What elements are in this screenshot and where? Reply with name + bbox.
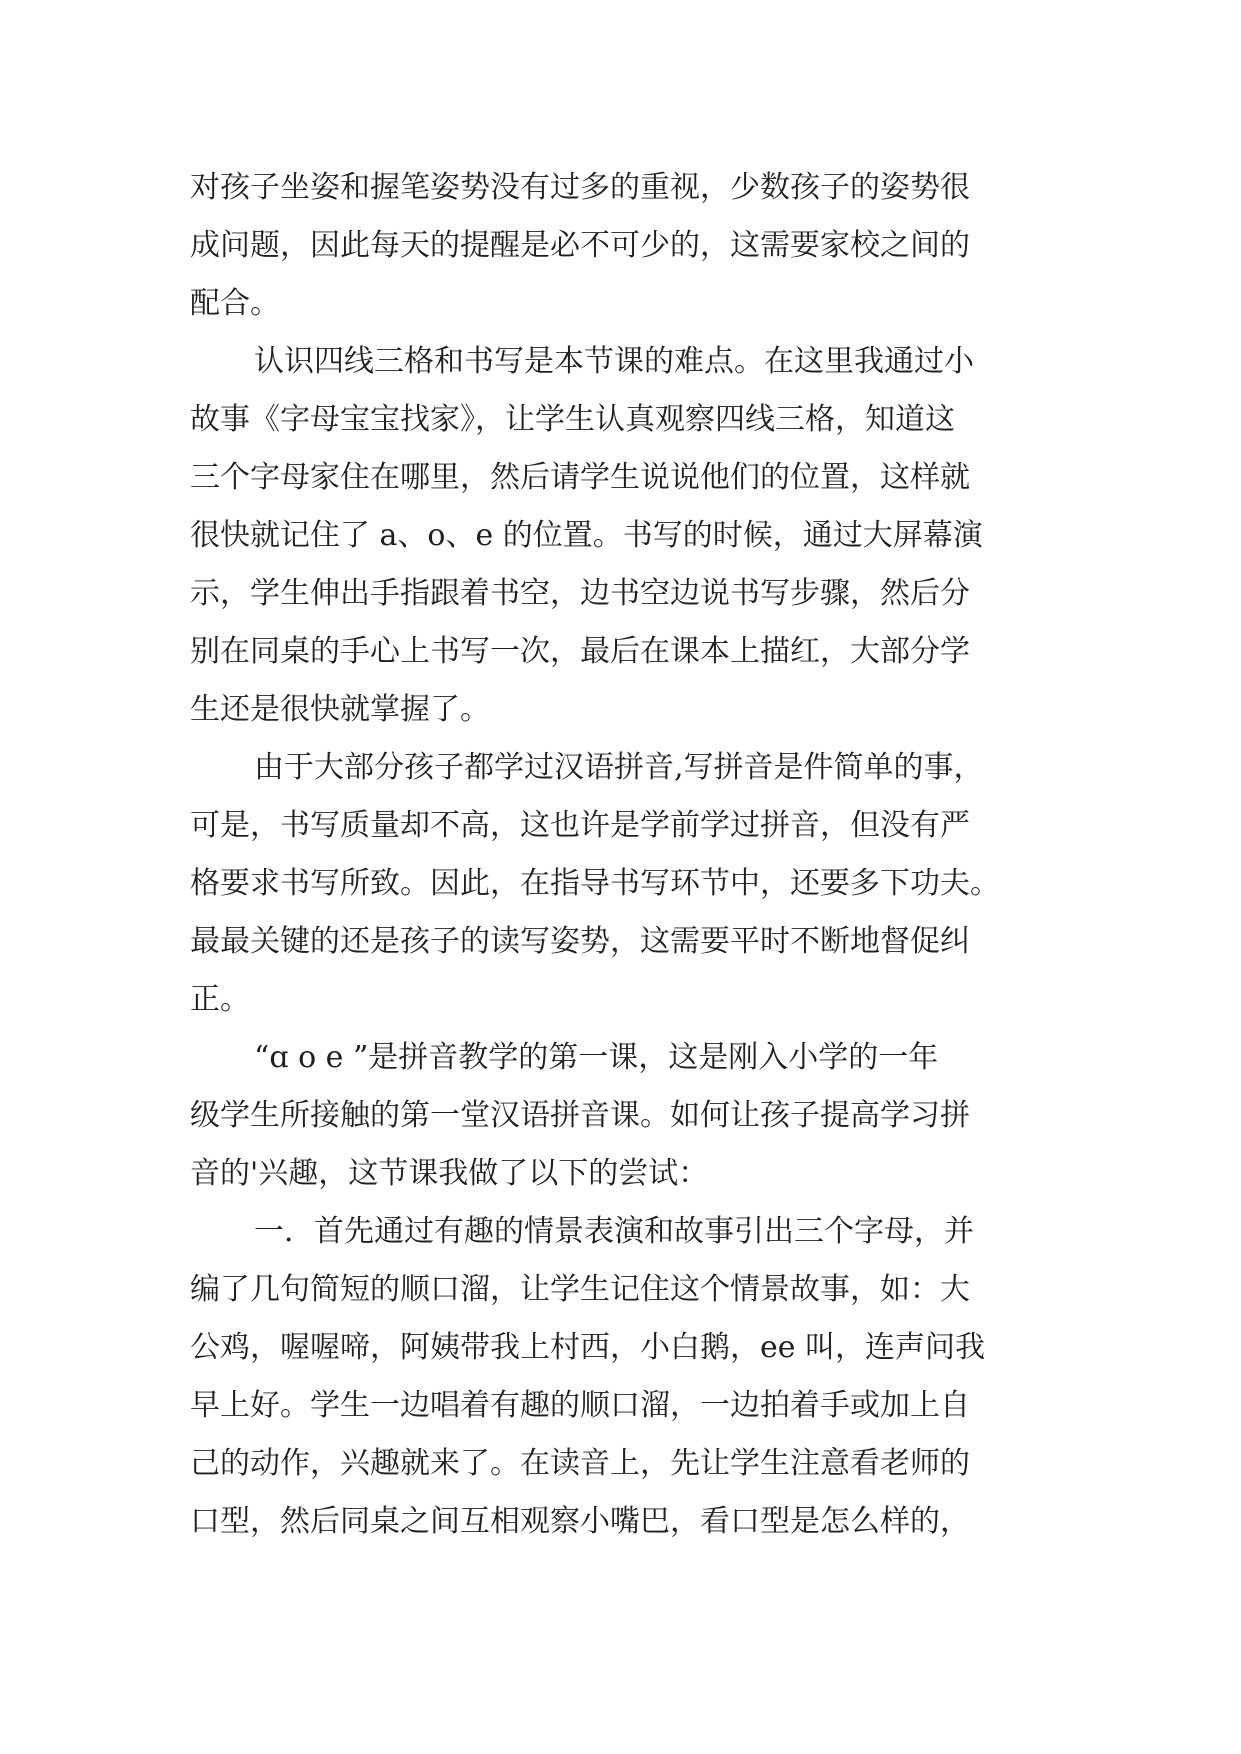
- text-line: 对孩子坐姿和握笔姿势没有过多的重视，少数孩子的姿势很: [190, 170, 970, 205]
- text-line: 公鸡，喔喔啼，阿姨带我上村西，小白鹅，ee 叫，连声问我: [190, 1330, 986, 1365]
- text-line: 三个字母家住在哪里，然后请学生说说他们的位置，这样就: [190, 460, 970, 495]
- text-line: 最最关键的还是孩子的读写姿势，这需要平时不断地督促纠: [190, 924, 970, 959]
- text-line: 音的'兴趣，这节课我做了以下的尝试：: [190, 1156, 709, 1191]
- text-line: 故事《字母宝宝找家》，让学生认真观察四线三格，知道这: [190, 402, 955, 437]
- text-line: 可是，书写质量却不高，这也许是学前学过拼音，但没有严: [190, 808, 970, 843]
- text-line: 示，学生伸出手指跟着书空，边书空边说书写步骤，然后分: [190, 576, 970, 611]
- text-line: 配合。: [190, 286, 280, 321]
- text-line: 生还是很快就掌握了。: [190, 692, 490, 727]
- text-line: 别在同桌的手心上书写一次，最后在课本上描红，大部分学: [190, 634, 970, 669]
- text-line: 早上好。学生一边唱着有趣的顺口溜，一边拍着手或加上自: [190, 1388, 970, 1423]
- paragraph-first-line: 由于大部分孩子都学过汉语拼音,写拼音是件简单的事，: [254, 750, 984, 785]
- paragraph-first-line: 一．首先通过有趣的情景表演和故事引出三个字母，并: [254, 1214, 974, 1249]
- text-line: 口型，然后同桌之间互相观察小嘴巴，看口型是怎么样的，: [190, 1504, 970, 1539]
- text-line: 己的动作，兴趣就来了。在读音上，先让学生注意看老师的: [190, 1446, 970, 1481]
- text-line: 级学生所接触的第一堂汉语拼音课。如何让孩子提高学习拼: [190, 1098, 970, 1133]
- paragraph-first-line: “ɑ o e ”是拼音教学的第一课，这是刚入小学的一年: [254, 1040, 939, 1075]
- paragraph-first-line: 认识四线三格和书写是本节课的难点。在这里我通过小: [254, 344, 974, 379]
- text-line: 编了几句简短的顺口溜，让学生记住这个情景故事，如：大: [190, 1272, 970, 1307]
- text-line: 很快就记住了 a、o、e 的位置。书写的时候，通过大屏幕演: [190, 518, 983, 553]
- text-line: 正。: [190, 982, 250, 1017]
- text-line: 成问题，因此每天的提醒是必不可少的，这需要家校之间的: [190, 228, 970, 263]
- text-line: 格要求书写所致。因此，在指导书写环节中，还要多下功夫。: [190, 866, 1000, 901]
